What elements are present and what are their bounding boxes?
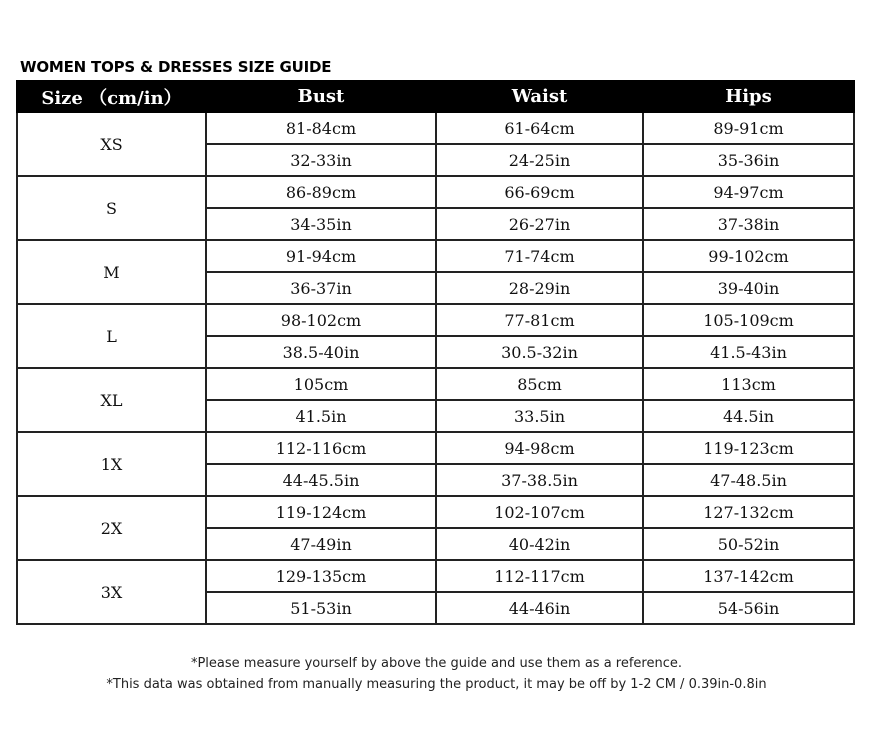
size-label: M: [17, 240, 206, 304]
size-label: XL: [17, 368, 206, 432]
bust-cm-cell: 81-84cm: [206, 112, 436, 144]
waist-in-cell: 37-38.5in: [436, 464, 643, 496]
table-row: [17, 560, 854, 592]
footnote-measure: *Please measure yourself by above the guide and use them as a reference.: [190, 656, 683, 671]
waist-in-cell: 26-27in: [436, 208, 643, 240]
bust-cm-cell: 129-135cm: [206, 560, 436, 592]
bust-in-cell: 41.5in: [206, 400, 436, 432]
table-body: [17, 112, 854, 624]
size-label: 3X: [17, 560, 206, 624]
waist-in-cell: 44-46in: [436, 592, 643, 624]
hips-in-cell: 37-38in: [643, 208, 854, 240]
waist-cm-cell: 102-107cm: [436, 496, 643, 528]
waist-cm-cell: 66-69cm: [436, 176, 643, 208]
hips-cm-cell: 137-142cm: [643, 560, 854, 592]
hips-in-cell: 54-56in: [643, 592, 854, 624]
hips-cm-cell: 113cm: [643, 368, 854, 400]
bust-in-cell: 32-33in: [206, 144, 436, 176]
table-row: [17, 176, 854, 208]
size-chart-table: [16, 80, 855, 625]
size-label: XS: [17, 112, 206, 176]
table-row: [17, 432, 854, 464]
hips-cm-cell: 99-102cm: [643, 240, 854, 272]
hips-in-cell: 35-36in: [643, 144, 854, 176]
hips-in-cell: 44.5in: [643, 400, 854, 432]
hips-in-cell: 47-48.5in: [643, 464, 854, 496]
page-title: WOMEN TOPS & DRESSES SIZE GUIDE: [20, 58, 332, 76]
bust-cm-cell: 105cm: [206, 368, 436, 400]
hips-cm-cell: 94-97cm: [643, 176, 854, 208]
header-bust: Bust: [206, 81, 436, 112]
waist-in-cell: 30.5-32in: [436, 336, 643, 368]
hips-cm-cell: 89-91cm: [643, 112, 854, 144]
waist-cm-cell: 77-81cm: [436, 304, 643, 336]
bust-in-cell: 36-37in: [206, 272, 436, 304]
table-header-row: [17, 81, 854, 112]
size-label: 2X: [17, 496, 206, 560]
bust-cm-cell: 98-102cm: [206, 304, 436, 336]
table-row: [17, 368, 854, 400]
waist-cm-cell: 112-117cm: [436, 560, 643, 592]
waist-in-cell: 40-42in: [436, 528, 643, 560]
bust-in-cell: 47-49in: [206, 528, 436, 560]
bust-cm-cell: 91-94cm: [206, 240, 436, 272]
waist-in-cell: 28-29in: [436, 272, 643, 304]
header-size: Size （cm/in）: [17, 81, 206, 112]
hips-in-cell: 50-52in: [643, 528, 854, 560]
bust-cm-cell: 86-89cm: [206, 176, 436, 208]
waist-cm-cell: 94-98cm: [436, 432, 643, 464]
hips-cm-cell: 119-123cm: [643, 432, 854, 464]
waist-in-cell: 33.5in: [436, 400, 643, 432]
hips-cm-cell: 127-132cm: [643, 496, 854, 528]
header-waist: Waist: [436, 81, 643, 112]
bust-in-cell: 38.5-40in: [206, 336, 436, 368]
hips-cm-cell: 105-109cm: [643, 304, 854, 336]
size-label: L: [17, 304, 206, 368]
size-label: 1X: [17, 432, 206, 496]
waist-cm-cell: 85cm: [436, 368, 643, 400]
header-hips: Hips: [643, 81, 854, 112]
bust-in-cell: 34-35in: [206, 208, 436, 240]
footnote-accuracy: *This data was obtained from manually measuring the product, it may be off by 1-2 CM / 0.39in-0.8in: [106, 677, 767, 692]
hips-in-cell: 39-40in: [643, 272, 854, 304]
waist-cm-cell: 61-64cm: [436, 112, 643, 144]
bust-in-cell: 51-53in: [206, 592, 436, 624]
waist-cm-cell: 71-74cm: [436, 240, 643, 272]
size-label: S: [17, 176, 206, 240]
table-row: [17, 304, 854, 336]
bust-cm-cell: 119-124cm: [206, 496, 436, 528]
waist-in-cell: 24-25in: [436, 144, 643, 176]
table-row: [17, 496, 854, 528]
bust-in-cell: 44-45.5in: [206, 464, 436, 496]
table-row: [17, 240, 854, 272]
table-row: [17, 112, 854, 144]
bust-cm-cell: 112-116cm: [206, 432, 436, 464]
hips-in-cell: 41.5-43in: [643, 336, 854, 368]
